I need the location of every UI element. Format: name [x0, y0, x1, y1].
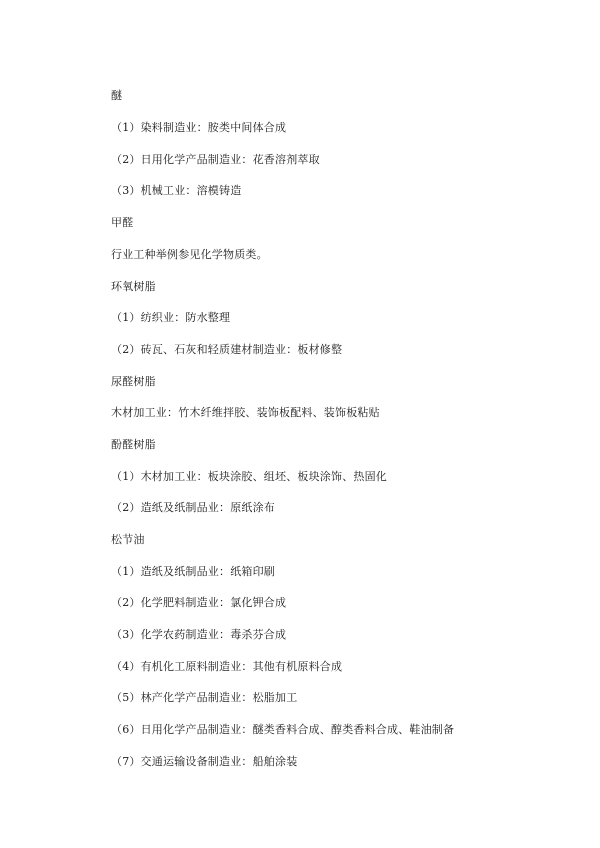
list-item: （4）有机化工原料制造业：其他有机原料合成: [111, 660, 343, 673]
paragraph: 行业工种举例参见化学物质类。: [111, 248, 268, 261]
heading-phenolic-resin: 酚醛树脂: [111, 438, 156, 451]
heading-epoxy-resin: 环氧树脂: [111, 280, 156, 293]
heading-turpentine: 松节油: [111, 533, 145, 546]
list-item: （1）木材加工业：板块涂胶、组坯、板块涂饰、热固化: [111, 470, 387, 483]
list-item: （6）日用化学产品制造业：醚类香料合成、醇类香料合成、鞋油制备: [111, 723, 455, 736]
heading-urea-formaldehyde-resin: 尿醛树脂: [111, 375, 156, 388]
list-item: （1）纺织业：防水整理: [111, 311, 231, 324]
list-item: （1）造纸及纸制品业：纸箱印刷: [111, 565, 275, 578]
heading-formaldehyde: 甲醛: [111, 216, 134, 229]
list-item: （2）砖瓦、石灰和轻质建材制造业：板材修整: [111, 343, 343, 356]
paragraph: 木材加工业：竹木纤维拌胶、装饰板配料、装饰板粘贴: [111, 406, 380, 419]
list-item: （3）化学农药制造业：毒杀芬合成: [111, 628, 287, 641]
list-item: （7）交通运输设备制造业：船舶涂装: [111, 755, 298, 768]
heading-ether: 醚: [111, 89, 123, 102]
list-item: （1）染料制造业：胺类中间体合成: [111, 121, 287, 134]
list-item: （3）机械工业：溶模铸造: [111, 184, 242, 197]
list-item: （2）造纸及纸制品业：原纸涂布: [111, 501, 275, 514]
list-item: （5）林产化学产品制造业：松脂加工: [111, 691, 298, 704]
list-item: （2）日用化学产品制造业：花香溶剂萃取: [111, 153, 320, 166]
list-item: （2）化学肥料制造业：氯化钾合成: [111, 596, 287, 609]
